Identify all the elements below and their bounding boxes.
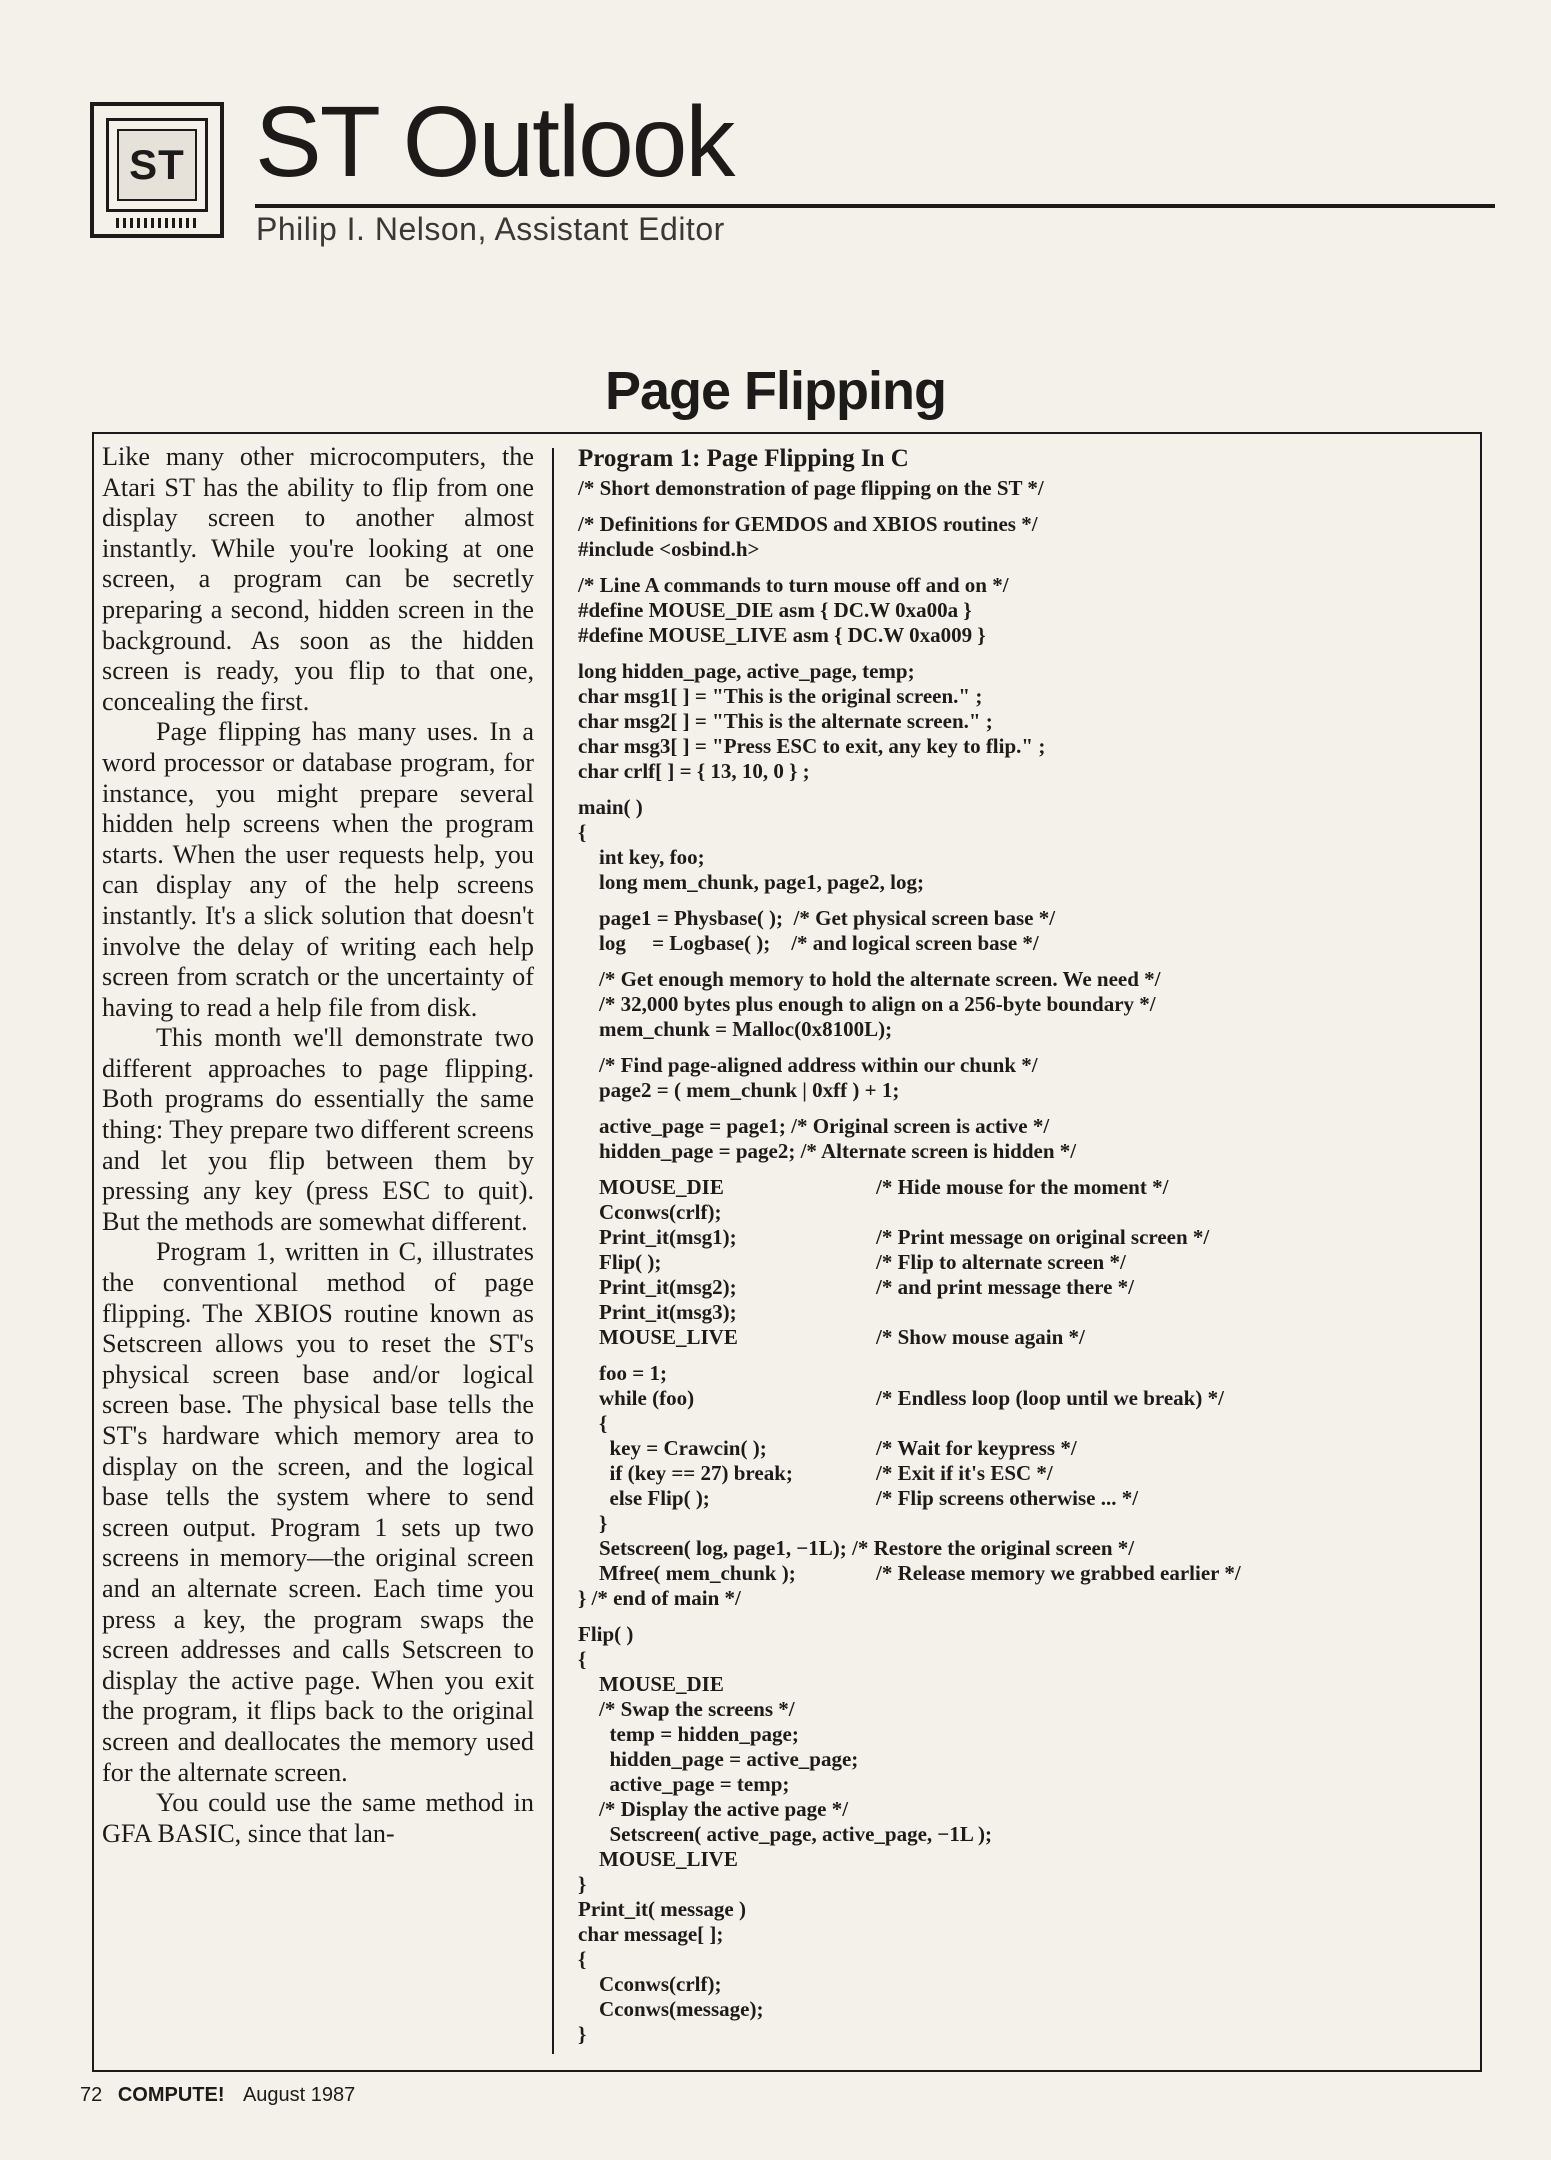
code-line (578, 1947, 1458, 1972)
code-line (578, 1250, 1458, 1275)
code-text: MOUSE_DIE (578, 1672, 724, 1696)
code-line (578, 623, 1458, 648)
code-text: char message[ ]; (578, 1922, 724, 1946)
code-line (578, 1697, 1458, 1722)
code-line (578, 1053, 1458, 1078)
code-line (578, 1747, 1458, 1772)
logo-text: ST (129, 141, 185, 188)
code-line (578, 1486, 1458, 1511)
code-text: { (578, 1647, 587, 1671)
code-line (578, 1847, 1458, 1872)
code-text: /* Get enough memory to hold the alternate screen. We need */ (578, 967, 1161, 991)
code-text: char msg2[ ] = "This is the alternate screen." ; (578, 709, 993, 733)
code-comment: /* Flip screens otherwise ... */ (876, 1486, 1139, 1510)
code-text: hidden_page = active_page; (578, 1747, 859, 1771)
code-comment: /* and print message there */ (876, 1275, 1135, 1299)
code-text: foo = 1; (578, 1361, 667, 1385)
code-line (578, 1772, 1458, 1797)
code-gap (578, 562, 1458, 573)
code-text: } (578, 2022, 587, 2046)
code-text: /* Short demonstration of page flipping on the ST */ (578, 476, 1044, 500)
code-text: /* Line A commands to turn mouse off and on */ (578, 573, 1009, 597)
article-body (102, 442, 534, 1849)
code-text: Flip( ); (578, 1250, 662, 1274)
code-gap (578, 956, 1458, 967)
code-text: active_page = page1; /* Original screen is active */ (578, 1114, 1050, 1138)
code-text: /* 32,000 bytes plus enough to align on a 256-byte boundary */ (578, 992, 1156, 1016)
code-text: MOUSE_LIVE (578, 1325, 738, 1349)
monitor-screen (117, 129, 197, 201)
code-text: Flip( ) (578, 1622, 634, 1646)
code-line (578, 845, 1458, 870)
code-text: temp = hidden_page; (578, 1722, 799, 1746)
code-comment: /* Release memory we grabbed earlier */ (876, 1561, 1241, 1585)
st-outlook-logo (90, 102, 224, 238)
code-line (578, 1300, 1458, 1325)
code-comment: /* Wait for keypress */ (876, 1436, 1077, 1460)
code-text: #define MOUSE_LIVE asm { DC.W 0xa009 } (578, 623, 986, 647)
column-title: ST Outlook (255, 86, 734, 198)
code-line (578, 512, 1458, 537)
code-line (578, 931, 1458, 956)
code-line (578, 1436, 1458, 1461)
code-gap (578, 1164, 1458, 1175)
code-line (578, 1386, 1458, 1411)
code-text: Mfree( mem_chunk ); (578, 1561, 796, 1585)
code-line (578, 1922, 1458, 1947)
code-text: while (foo) (578, 1386, 695, 1410)
code-text: mem_chunk = Malloc(0x8100L); (578, 1017, 893, 1041)
code-comment: /* Exit if it's ESC */ (876, 1461, 1053, 1485)
code-text: MOUSE_DIE (578, 1175, 724, 1199)
code-text: Cconws(crlf); (578, 1972, 722, 1996)
code-line (578, 709, 1458, 734)
code-text: else Flip( ); (578, 1486, 710, 1510)
article-paragraph: Like many other microcomputers, the Atari ST has the ability to flip from one display screen to another almost instantly. While you're looking at one screen, a program can be secretly preparing a second, hidden screen in the background. As soon as the hidden screen is ready, you flip to that one, concealing the first. (102, 442, 534, 716)
code-text: { (578, 1947, 587, 1971)
code-line (578, 967, 1458, 992)
column-divider (552, 448, 554, 2054)
code-gap (578, 895, 1458, 906)
code-gap (578, 784, 1458, 795)
issue-date: August 1987 (242, 2084, 356, 2106)
code-gap (578, 1103, 1458, 1114)
code-line (578, 1411, 1458, 1436)
article-headline: Page Flipping (604, 361, 946, 421)
code-text: char crlf[ ] = { 13, 10, 0 } ; (578, 759, 810, 783)
code-line (578, 1275, 1458, 1300)
code-text: int key, foo; (578, 845, 705, 869)
code-comment: /* Endless loop (loop until we break) */ (876, 1386, 1224, 1410)
code-line (578, 992, 1458, 1017)
program-listing (578, 476, 1458, 2047)
code-line (578, 1561, 1458, 1586)
code-line (578, 734, 1458, 759)
code-text: if (key == 27) break; (578, 1461, 793, 1485)
article-paragraph: This month we'll demonstrate two different approaches to page flipping. Both programs do essentially the same thing: They prepare two different screens and let you flip between them by pressing any key (press ESC to quit). But the methods are somewhat different. (102, 1023, 534, 1236)
code-line (578, 1672, 1458, 1697)
code-text: /* Display the active page */ (578, 1797, 849, 1821)
code-text: Cconws(message); (578, 1997, 764, 2021)
code-text: /* Find page-aligned address within our chunk */ (578, 1053, 1038, 1077)
magazine-name: COMPUTE! (117, 2084, 225, 2106)
article-paragraph: Program 1, written in C, illustrates the conventional method of page flipping. The XBIOS routine known as Setscreen allows you to reset the ST's physical screen base and/or logical screen base. The physical base tells the ST's hardware which memory area to display on the screen, and the logical base tells the system where to send screen output. Program 1 sets up two screens in memory—the original screen and an alternate screen. Each time you press a key, the program swaps the screen addresses and calls Setscreen to display the active page. When you exit the program, it flips back to the original screen and deallocates the memory used for the alternate screen. (102, 1237, 534, 1787)
code-line (578, 1361, 1458, 1386)
code-text: Cconws(crlf); (578, 1200, 722, 1224)
code-line (578, 1017, 1458, 1042)
code-comment: /* Hide mouse for the moment */ (876, 1175, 1169, 1199)
code-text: #define MOUSE_DIE asm { DC.W 0xa00a } (578, 598, 972, 622)
code-text: } (578, 1872, 587, 1896)
code-line (578, 1078, 1458, 1103)
code-text: Print_it( message ) (578, 1897, 746, 1921)
code-line (578, 684, 1458, 709)
code-line (578, 1897, 1458, 1922)
code-text: { (578, 820, 587, 844)
code-text: Print_it(msg3); (578, 1300, 737, 1324)
code-line (578, 1536, 1458, 1561)
code-line (578, 1797, 1458, 1822)
code-line (578, 537, 1458, 562)
code-text: #include <osbind.h> (578, 537, 760, 561)
code-line (578, 1114, 1458, 1139)
code-line (578, 573, 1458, 598)
code-text: key = Crawcin( ); (578, 1436, 767, 1460)
code-gap (578, 648, 1458, 659)
monitor-frame (106, 118, 208, 212)
code-line (578, 1972, 1458, 1997)
code-text: hidden_page = page2; /* Alternate screen is hidden */ (578, 1139, 1077, 1163)
code-line (578, 1647, 1458, 1672)
code-text: } /* end of main */ (578, 1586, 741, 1610)
code-line (578, 820, 1458, 845)
code-line (578, 659, 1458, 684)
code-line (578, 1586, 1458, 1611)
article-paragraph: Page flipping has many uses. In a word processor or database program, for instance, you might prepare several hidden help screens when the program starts. When the user requests help, you can display any of the help screens instantly. It's a slick solution that doesn't involve the delay of writing each help screen from scratch or the uncertainty of having to read a help file from disk. (102, 717, 534, 1022)
code-line (578, 1722, 1458, 1747)
code-line (578, 1139, 1458, 1164)
code-line (578, 1225, 1458, 1250)
code-text: Print_it(msg2); (578, 1275, 737, 1299)
code-text: long hidden_page, active_page, temp; (578, 659, 915, 683)
code-comment: /* Flip to alternate screen */ (876, 1250, 1126, 1274)
code-text: long mem_chunk, page1, page2, log; (578, 870, 924, 894)
code-line (578, 759, 1458, 784)
code-text: Setscreen( active_page, active_page, −1L ); (578, 1822, 992, 1846)
byline: Philip I. Nelson, Assistant Editor (256, 211, 725, 247)
header-rule (255, 204, 1495, 208)
keyboard-icon (116, 218, 198, 228)
code-text: active_page = temp; (578, 1772, 790, 1796)
code-line (578, 906, 1458, 931)
code-line (578, 1997, 1458, 2022)
code-text: /* Swap the screens */ (578, 1697, 795, 1721)
article-paragraph: You could use the same method in GFA BASIC, since that lan- (102, 1788, 534, 1848)
code-text: Setscreen( log, page1, −1L); /* Restore the original screen */ (578, 1536, 1135, 1560)
code-line (578, 1511, 1458, 1536)
code-text: log = Logbase( ); /* and logical screen base */ (578, 931, 1039, 955)
code-text: char msg1[ ] = "This is the original screen." ; (578, 684, 983, 708)
code-gap (578, 1042, 1458, 1053)
page-number: 72 (80, 2084, 103, 2106)
code-text: MOUSE_LIVE (578, 1847, 738, 1871)
code-gap (578, 501, 1458, 512)
code-text: Print_it(msg1); (578, 1225, 737, 1249)
code-text: main( ) (578, 795, 643, 819)
code-line (578, 598, 1458, 623)
code-text: page2 = ( mem_chunk | 0xff ) + 1; (578, 1078, 900, 1102)
code-line (578, 1200, 1458, 1225)
code-line (578, 1325, 1458, 1350)
code-line (578, 2022, 1458, 2047)
code-line (578, 1622, 1458, 1647)
code-text: { (578, 1411, 608, 1435)
page-footer (80, 2084, 355, 2107)
code-text: /* Definitions for GEMDOS and XBIOS routines */ (578, 512, 1038, 536)
code-line (578, 870, 1458, 895)
code-gap (578, 1350, 1458, 1361)
code-line (578, 1175, 1458, 1200)
code-line (578, 476, 1458, 501)
code-text: page1 = Physbase( ); /* Get physical screen base */ (578, 906, 1056, 930)
code-comment: /* Show mouse again */ (876, 1325, 1085, 1349)
code-line (578, 1872, 1458, 1897)
code-text: } (578, 1511, 608, 1535)
code-comment: /* Print message on original screen */ (876, 1225, 1210, 1249)
program-title: Program 1: Page Flipping In C (578, 445, 909, 472)
code-gap (578, 1611, 1458, 1622)
code-line (578, 1461, 1458, 1486)
code-line (578, 1822, 1458, 1847)
code-text: char msg3[ ] = "Press ESC to exit, any key to flip." ; (578, 734, 1046, 758)
code-line (578, 795, 1458, 820)
